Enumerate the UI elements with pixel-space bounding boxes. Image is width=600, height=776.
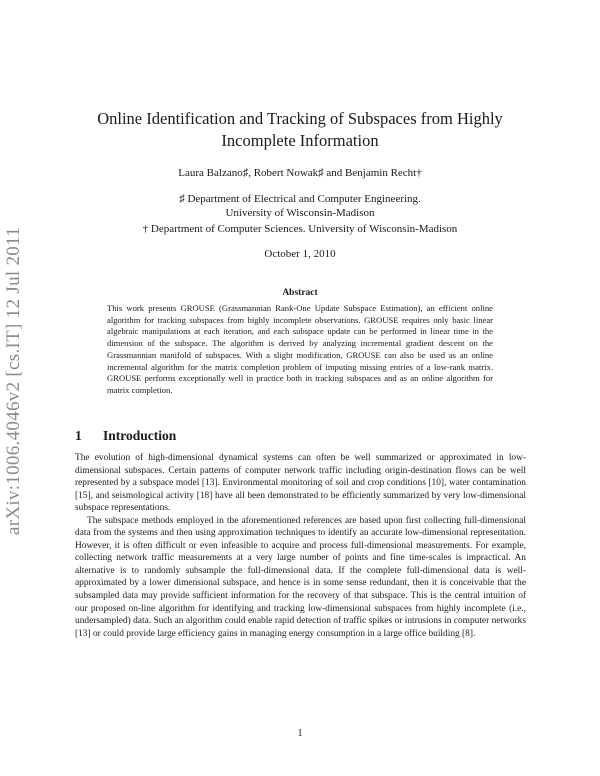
body-text <box>75 452 526 640</box>
paper-title: Online Identification and Tracking of Subspaces from Highly Incomplete Information <box>97 109 503 150</box>
paragraph: The subspace methods employed in the aforementioned references are based upon first collecting full-dimensional data from the systems and then using approximation techniques to identify an accurate low-dimensional representation. However, it is often difficult or even infeasible to acquire and process full-dimensional measurements. For example, collecting network traffic measurements at a very large number of points and fine time-scales is impractical. An alternative is to randomly subsample the full-dimensional data. If the complete full-dimensional data is well-approximated by a lower dimensional subspace, and hence is in some sense redundant, then it is conceivable that the subsampled data may provide sufficient information for the recovery of that subspace. This is the central intuition of our proposed on-line algorithm for identifying and tracking low-dimensional subspaces from highly incomplete (i.e., undersampled) data. Such an algorithm could enable rapid detection of traffic spikes or intrusions in computer networks [13] or could provide large efficiency gains in managing energy consumption in a large office building [8]. <box>75 515 526 639</box>
affiliation-1-line-1: ♯ Department of Electrical and Computer Engineering. <box>179 193 421 205</box>
affiliation-1-line-2: University of Wisconsin-Madison <box>225 207 375 219</box>
authors: Laura Balzano♯, Robert Nowak♯ and Benjamin Recht† <box>178 167 422 179</box>
abstract-heading: Abstract <box>282 288 318 298</box>
affiliation-1 <box>60 192 540 220</box>
affiliation-2: † Department of Computer Sciences. University of Wisconsin-Madison <box>142 223 458 235</box>
arxiv-stamp: arXiv:1006.4046v2 [cs.IT] 12 Jul 2011 <box>3 226 24 536</box>
section-heading <box>75 428 176 444</box>
page-number: 1 <box>297 728 303 739</box>
date: October 1, 2010 <box>264 248 336 260</box>
paragraph: The evolution of high-dimensional dynamical systems can often be well summarized or approximated in low-dimensional subspaces. Certain patterns of computer network traffic including origin-destination flows can be well represented by a subspace model [13]. Environmental monitoring of soil and crop conditions [10], water contamination [15], and seismological activity [18] have all been demonstrated to be efficiently summarized by very low-dimensional subspace representations. <box>75 453 526 514</box>
section-number: 1 <box>75 428 82 443</box>
section-title: Introduction <box>103 428 177 443</box>
abstract-text: This work presents GROUSE (Grassmannian Rank-One Update Subspace Estimation), an efficient online algorithm for tracking subspaces from highly incomplete observations. GROUSE requires only basic linear algebraic manipulations at each iteration, and each subspace update can be performed in linear time in the dimension of the subspace. The algorithm is derived by analyzing incremental gradient descent on the Grassmannian manifold of subspaces. With a slight modification, GROUSE can also be used as an online incremental algorithm for the matrix completion problem of imputing missing entries of a low-rank matrix. GROUSE performs exceptionally well in practice both in tracking subspaces and as an online algorithm for matrix completion. <box>107 303 493 395</box>
